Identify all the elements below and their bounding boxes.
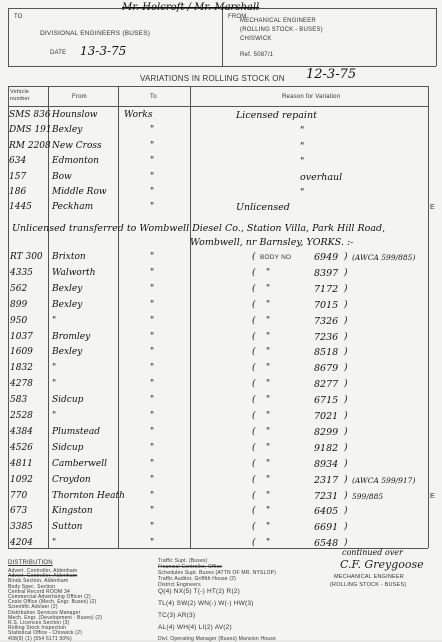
body-open-paren: ( bbox=[252, 538, 256, 549]
distribution-item: Mech. Engr. (Development - Buses) (2) bbox=[8, 614, 103, 621]
from-name-1: MECHANICAL ENGINEER bbox=[240, 18, 316, 24]
body-close-paren: ) bbox=[344, 299, 348, 310]
vehicle-number: 562 bbox=[10, 283, 28, 294]
distribution-item: Scientific Adviser (2) bbox=[8, 604, 58, 611]
from-garage: " bbox=[52, 538, 57, 549]
body-ditto: " bbox=[266, 363, 271, 374]
variation-reason: overhaul bbox=[300, 171, 343, 183]
distribution-item: Traffic Auditor, Griffith House (2) bbox=[158, 576, 237, 582]
body-number: 8934 bbox=[314, 458, 339, 470]
body-close-paren: ) bbox=[344, 538, 348, 549]
from-garage: Brixton bbox=[52, 252, 86, 262]
to-ditto: " bbox=[150, 411, 155, 421]
from-garage: New Cross bbox=[52, 140, 102, 151]
body-open-paren: ( bbox=[252, 379, 256, 390]
vehicle-number: 4526 bbox=[10, 442, 33, 453]
from-garage: Peckham bbox=[52, 202, 94, 213]
vehicle-number: DMS 191 bbox=[9, 125, 52, 136]
body-close-paren: ) bbox=[344, 267, 348, 278]
body-close-paren: ) bbox=[344, 442, 348, 453]
note-line-2: Wombwell, nr Barnsley, YORKS. :- bbox=[190, 237, 354, 248]
vehicle-number: 186 bbox=[9, 187, 27, 197]
body-ditto: " bbox=[266, 347, 271, 358]
col-rule-3 bbox=[190, 86, 191, 548]
to-destination: Works bbox=[124, 110, 153, 120]
from-garage: Hounslow bbox=[52, 110, 98, 120]
distribution-item: TL(4) SW(2) WN(-) W(-) HW(3) bbox=[158, 600, 254, 607]
body-number: 7326 bbox=[314, 315, 339, 327]
from-garage: Bexley bbox=[52, 125, 83, 136]
from-garage: " bbox=[52, 411, 57, 421]
to-ditto: " bbox=[150, 522, 155, 533]
body-number: 8277 bbox=[314, 379, 339, 391]
body-open-paren: ( bbox=[252, 411, 256, 421]
body-open-paren: ( bbox=[252, 442, 256, 453]
to-ditto: " bbox=[150, 331, 155, 342]
vehicle-number: 4384 bbox=[10, 426, 33, 437]
title-date: 12-3-75 bbox=[306, 67, 357, 82]
to-ditto: " bbox=[150, 299, 155, 310]
title-text: VARIATIONS IN ROLLING STOCK ON bbox=[140, 74, 285, 83]
vehicle-number: 1832 bbox=[10, 363, 33, 374]
body-no-label: BODY NO bbox=[260, 254, 292, 261]
body-number: 7231 bbox=[314, 490, 339, 502]
col-rule-1 bbox=[48, 86, 49, 548]
body-open-paren: ( bbox=[252, 426, 256, 437]
col-header-vehicle: Vehicle number bbox=[10, 89, 30, 102]
col-rule-2 bbox=[118, 86, 119, 548]
body-ditto: " bbox=[266, 522, 271, 533]
date-label: DATE bbox=[50, 50, 67, 56]
body-open-paren: ( bbox=[252, 522, 256, 533]
to-destination: " bbox=[150, 140, 155, 151]
body-open-paren: ( bbox=[252, 363, 256, 374]
vehicle-number: 157 bbox=[9, 171, 27, 182]
body-ditto: " bbox=[266, 267, 271, 278]
margin-mark: E bbox=[430, 492, 435, 500]
from-garage: " bbox=[52, 363, 57, 374]
margin-mark: E bbox=[430, 204, 435, 212]
body-open-paren: ( bbox=[252, 458, 256, 469]
vehicle-number: 1037 bbox=[10, 331, 33, 342]
body-number: 7236 bbox=[314, 331, 339, 343]
from-garage: Croydon bbox=[52, 474, 91, 485]
from-garage: Camberwell bbox=[52, 458, 107, 469]
vehicle-number: RM 2208 bbox=[9, 140, 51, 151]
distribution-item: Central Record ROOM 34 bbox=[8, 588, 70, 595]
to-ditto: " bbox=[150, 252, 155, 262]
body-ditto: " bbox=[266, 411, 271, 421]
body-number: 6548 bbox=[314, 538, 339, 550]
vehicle-number: 4204 bbox=[10, 538, 33, 549]
distribution-item: District Engineers bbox=[158, 582, 201, 588]
body-open-paren: ( bbox=[252, 283, 256, 294]
to-ditto: " bbox=[150, 426, 155, 437]
body-close-paren: ) bbox=[344, 347, 348, 358]
to-ditto: " bbox=[150, 283, 155, 294]
body-ditto: " bbox=[266, 299, 271, 310]
vehicle-number: 1445 bbox=[9, 202, 32, 213]
variation-reason: " bbox=[300, 125, 305, 137]
body-ditto: " bbox=[266, 538, 271, 549]
to-label: TO bbox=[14, 14, 23, 20]
body-number: 8397 bbox=[314, 267, 339, 279]
body-open-paren: ( bbox=[252, 395, 256, 406]
body-close-paren: ) bbox=[344, 490, 348, 501]
reference: Ref. 5087/1 bbox=[240, 52, 274, 58]
col-header-reason: Reason for Variation bbox=[282, 94, 341, 100]
variation-reason: Licensed repaint bbox=[236, 110, 317, 121]
body-close-paren: ) bbox=[344, 395, 348, 406]
distribution-item: AL(4) WH(4) LI(2) AV(2) bbox=[158, 624, 232, 631]
body-open-paren: ( bbox=[252, 299, 256, 310]
body-number: 2317 bbox=[314, 474, 339, 486]
body-close-paren: ) bbox=[344, 458, 348, 469]
vehicle-number: 950 bbox=[10, 315, 28, 326]
distribution-item: Advert. Controller, Aldenham bbox=[8, 573, 78, 580]
from-garage: Thornton Heath bbox=[52, 490, 125, 501]
table-top-rule bbox=[8, 86, 428, 87]
col-header-to: To bbox=[150, 94, 157, 100]
vehicle-number: 4811 bbox=[10, 458, 33, 469]
from-garage: Sutton bbox=[52, 522, 83, 533]
distribution-item: Advert. Controller, Aldenham bbox=[8, 568, 78, 574]
distribution-item: Financial Controller, Office bbox=[158, 564, 223, 570]
body-ditto: " bbox=[266, 283, 271, 294]
body-number: 6715 bbox=[314, 395, 339, 407]
note-line-1: Unlicensed transferred to Wombwell Diesel Co., Station Villa, Park Hill Road, bbox=[12, 223, 386, 234]
to-destination: " bbox=[150, 202, 155, 213]
distribution-item: Schedules Supt. Buses (ATTN OF MR. NYSLOP) bbox=[158, 570, 277, 576]
body-close-paren: ) bbox=[344, 426, 348, 437]
distribution-item: Statistical Office - Chiswick (2) bbox=[8, 630, 83, 637]
vehicle-number: RT 300 bbox=[10, 252, 43, 262]
vehicle-number: 673 bbox=[10, 506, 28, 517]
to-ditto: " bbox=[150, 267, 155, 278]
to-ditto: " bbox=[150, 458, 155, 469]
body-close-paren: ) bbox=[344, 363, 348, 374]
body-open-paren: ( bbox=[252, 474, 256, 485]
distribution-item: Traffic Supt. (Buses) bbox=[158, 558, 208, 564]
body-ditto: " bbox=[266, 379, 271, 390]
body-ditto: " bbox=[266, 506, 271, 517]
to-ditto: " bbox=[150, 379, 155, 390]
from-garage: Sidcup bbox=[52, 442, 84, 453]
header-date: 13-3-75 bbox=[80, 44, 127, 58]
header-right-rule bbox=[436, 8, 437, 66]
from-garage: " bbox=[52, 379, 57, 390]
from-garage: Kingston bbox=[52, 506, 93, 517]
from-garage: Bromley bbox=[52, 331, 91, 342]
to-ditto: " bbox=[150, 474, 155, 485]
signature: C.F. Greygoose bbox=[340, 558, 424, 571]
body-number: 8299 bbox=[314, 426, 339, 438]
body-open-paren: ( bbox=[252, 252, 256, 262]
to-ditto: " bbox=[150, 506, 155, 517]
body-open-paren: ( bbox=[252, 315, 256, 326]
to-ditto: " bbox=[150, 538, 155, 549]
to-destination: " bbox=[150, 156, 155, 167]
from-garage: " bbox=[52, 315, 57, 326]
body-ditto: " bbox=[266, 458, 271, 469]
from-name-3: CHISWICK bbox=[240, 36, 272, 42]
body-open-paren: ( bbox=[252, 506, 256, 517]
body-close-paren: ) bbox=[344, 474, 348, 485]
to-destination: " bbox=[150, 125, 155, 136]
distribution-item: R.S. Licences Section (3) bbox=[8, 620, 70, 626]
distribution-item: Commercial Advertising Officer (2) bbox=[8, 594, 91, 600]
body-close-paren: ) bbox=[344, 522, 348, 533]
body-number: 9182 bbox=[314, 442, 339, 454]
variation-reason: " bbox=[300, 156, 305, 168]
body-number: 7015 bbox=[314, 299, 339, 311]
body-open-paren: ( bbox=[252, 347, 256, 358]
body-ditto: " bbox=[266, 474, 271, 485]
body-close-paren: ) bbox=[344, 411, 348, 421]
from-garage: Plumstead bbox=[52, 426, 100, 437]
body-number: 6949 bbox=[314, 252, 339, 263]
body-open-paren: ( bbox=[252, 490, 256, 501]
to-ditto: " bbox=[150, 363, 155, 374]
vehicle-number: 3385 bbox=[10, 522, 33, 533]
body-ditto: " bbox=[266, 315, 271, 326]
handwritten-recipients: Mr. Holcroft / Mr. Marshall bbox=[122, 2, 260, 13]
body-close-paren: ) bbox=[344, 252, 348, 262]
variation-reason: Unlicensed bbox=[236, 202, 290, 214]
signature-line-2: (ROLLING STOCK - BUSES) bbox=[330, 582, 407, 588]
body-ditto: " bbox=[266, 395, 271, 406]
body-number: 6405 bbox=[314, 506, 339, 518]
distribution-item: Body Spec. Section bbox=[8, 583, 56, 590]
signature-line-1: MECHANICAL ENGINEER bbox=[334, 574, 404, 580]
to-ditto: " bbox=[150, 315, 155, 326]
to-destination: " bbox=[150, 171, 155, 182]
distribution-title: DISTRIBUTION bbox=[8, 560, 53, 566]
from-garage: Sidcup bbox=[52, 395, 84, 406]
to-destination: " bbox=[150, 187, 155, 197]
extra-note: (AWCA 599/917) bbox=[352, 475, 416, 485]
to-ditto: " bbox=[150, 347, 155, 358]
from-garage: Bow bbox=[52, 171, 72, 182]
vehicle-number: 2528 bbox=[10, 411, 33, 421]
vehicle-number: 4278 bbox=[10, 379, 33, 390]
from-garage: Bexley bbox=[52, 347, 83, 358]
body-number: 7172 bbox=[314, 283, 339, 295]
col-rule-4 bbox=[428, 86, 429, 548]
vehicle-number: 583 bbox=[10, 395, 28, 406]
table-header-rule bbox=[8, 106, 428, 107]
vehicle-number: 4335 bbox=[10, 267, 33, 278]
to-name: DIVISIONAL ENGINEERS (BUSES) bbox=[40, 30, 151, 37]
variation-reason: " bbox=[300, 187, 305, 198]
to-ditto: " bbox=[150, 442, 155, 453]
from-garage: Bexley bbox=[52, 299, 83, 310]
body-ditto: " bbox=[266, 442, 271, 453]
vehicle-number: 1092 bbox=[10, 474, 33, 485]
distribution-item: Binds Section, Aldenham bbox=[8, 578, 69, 585]
body-ditto: " bbox=[266, 490, 271, 501]
continued-over: continued over bbox=[342, 548, 403, 557]
body-close-paren: ) bbox=[344, 506, 348, 517]
header-left-rule bbox=[8, 8, 9, 66]
vehicle-number: 899 bbox=[10, 299, 28, 310]
distribution-item: Distribution Services Manager bbox=[8, 609, 81, 616]
body-number: 6691 bbox=[314, 522, 339, 534]
vehicle-number: 634 bbox=[9, 156, 27, 167]
body-number: 7021 bbox=[314, 411, 339, 422]
from-garage: Bexley bbox=[52, 283, 83, 294]
distribution-item: Q(4) NX(5) T(-) HT(2) R(2) bbox=[158, 588, 240, 595]
distribution-item: 408(9) (1) (554 6171 50%) bbox=[8, 635, 72, 642]
to-ditto: " bbox=[150, 490, 155, 501]
distribution-item: Rolling Stock Inspection bbox=[8, 625, 67, 632]
body-open-paren: ( bbox=[252, 267, 256, 278]
from-name-2: (ROLLING STOCK - BUSES) bbox=[240, 27, 323, 33]
header-divider bbox=[222, 8, 223, 66]
from-garage: Edmonton bbox=[52, 156, 99, 167]
vehicle-number: SMS 836 bbox=[9, 110, 51, 120]
col-header-from: From bbox=[72, 94, 87, 100]
body-ditto: " bbox=[266, 426, 271, 437]
distribution-item: Divl. Operating Manager (Buses) Mansion House bbox=[158, 636, 276, 642]
body-ditto: " bbox=[266, 331, 271, 342]
from-label: FROM bbox=[228, 14, 247, 20]
body-close-paren: ) bbox=[344, 283, 348, 294]
body-number: 8679 bbox=[314, 363, 339, 375]
header-bottom-rule bbox=[8, 66, 436, 67]
from-garage: Middle Row bbox=[52, 187, 107, 197]
vehicle-number: 770 bbox=[10, 490, 28, 501]
distribution-item: Costs Office (Mech. Engr. Buses) (2) bbox=[8, 599, 97, 606]
variation-reason: " bbox=[300, 140, 305, 152]
body-number: 8518 bbox=[314, 347, 339, 359]
from-garage: Walworth bbox=[52, 267, 96, 278]
vehicle-number: 1609 bbox=[10, 347, 33, 358]
body-close-paren: ) bbox=[344, 315, 348, 326]
body-close-paren: ) bbox=[344, 379, 348, 390]
body-close-paren: ) bbox=[344, 331, 348, 342]
distribution-item: TC(3) AR(3) bbox=[158, 612, 196, 619]
extra-note: 599/885 bbox=[352, 491, 384, 501]
body-open-paren: ( bbox=[252, 331, 256, 342]
to-ditto: " bbox=[150, 395, 155, 406]
extra-note: (AWCA 599/885) bbox=[352, 253, 416, 262]
